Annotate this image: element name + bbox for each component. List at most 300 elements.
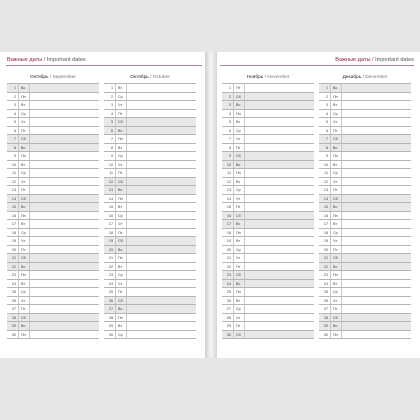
note-line[interactable]	[126, 297, 196, 305]
weekday-label: Сб	[233, 331, 244, 339]
weekday-label: Вт	[115, 84, 126, 92]
note-line[interactable]	[244, 127, 314, 135]
day-row	[222, 134, 314, 143]
day-number: 17	[108, 222, 113, 226]
note-line[interactable]	[341, 93, 411, 101]
weekday-label: Вс	[233, 161, 244, 169]
weekday-label: Сб	[233, 152, 244, 160]
weekday-label: Вт	[330, 280, 341, 288]
day-number: 12	[226, 179, 231, 184]
day-number: 26	[11, 298, 16, 303]
note-line[interactable]	[29, 186, 99, 194]
weekday-label: Вс	[18, 144, 29, 152]
note-line[interactable]	[341, 127, 411, 135]
note-line[interactable]	[244, 110, 314, 118]
note-line[interactable]	[29, 271, 99, 279]
weekday-label: Сб	[233, 271, 244, 279]
weekday-label: Сб	[115, 178, 126, 186]
note-line[interactable]	[341, 161, 411, 169]
note-line[interactable]	[29, 331, 99, 339]
day-row	[104, 279, 196, 288]
weekday-label: Пн	[18, 331, 29, 339]
weekday-label: Чт	[18, 237, 29, 245]
day-number: 29	[226, 324, 231, 328]
weekday-label: Вс	[233, 220, 244, 228]
month-name-ru: Декабрь	[342, 75, 362, 80]
day-row	[222, 168, 314, 177]
note-line[interactable]	[126, 101, 196, 109]
day-row	[104, 228, 196, 237]
note-line[interactable]	[341, 178, 411, 186]
note-line[interactable]	[341, 246, 411, 254]
book-gutter	[205, 52, 217, 358]
note-line[interactable]	[341, 152, 411, 160]
note-line[interactable]	[341, 135, 411, 143]
weekday-label: Вс	[115, 186, 126, 194]
day-number: 14	[226, 196, 231, 201]
month-name-en: / October	[148, 75, 170, 80]
note-line[interactable]	[341, 237, 411, 245]
day-row	[319, 330, 411, 339]
day-number: 14	[108, 196, 113, 201]
weekday-label: Вс	[18, 322, 29, 330]
day-number: 4	[325, 111, 328, 116]
day-number: 12	[108, 179, 113, 184]
weekday-label: Вс	[115, 246, 126, 254]
note-line[interactable]	[244, 246, 314, 254]
note-line[interactable]	[29, 101, 99, 109]
month-column-3	[222, 74, 314, 339]
day-row	[104, 117, 196, 126]
day-row	[104, 134, 196, 143]
day-number: 18	[226, 230, 231, 235]
day-row	[104, 151, 196, 160]
day-row	[7, 151, 99, 160]
note-line[interactable]	[341, 229, 411, 237]
weekday-label: Вс	[233, 101, 244, 109]
weekday-label: Чт	[330, 178, 341, 186]
day-number: 3	[325, 103, 328, 107]
day-number: 7	[228, 137, 231, 141]
note-line[interactable]	[126, 280, 196, 288]
note-line[interactable]	[29, 144, 99, 152]
note-line[interactable]	[244, 322, 314, 330]
day-number: 22	[11, 264, 16, 269]
day-number: 11	[227, 171, 231, 175]
weekday-label: Вт	[115, 144, 126, 152]
day-number: 23	[226, 273, 231, 277]
note-line[interactable]	[126, 263, 196, 271]
weekday-label: Сб	[330, 314, 341, 322]
day-number: 24	[323, 281, 328, 286]
day-row	[222, 245, 314, 254]
weekday-label: Ср	[18, 110, 29, 118]
day-row	[222, 304, 314, 313]
day-row	[319, 109, 411, 118]
day-number: 21	[323, 256, 328, 260]
day-number: 21	[11, 256, 16, 260]
note-line[interactable]	[244, 331, 314, 339]
day-number: 16	[226, 213, 231, 218]
day-row	[222, 202, 314, 211]
day-row	[104, 313, 196, 322]
day-number: 9	[110, 154, 113, 158]
day-row	[7, 194, 99, 203]
note-line[interactable]	[244, 118, 314, 126]
note-line[interactable]	[126, 186, 196, 194]
day-row	[104, 177, 196, 186]
note-line[interactable]	[244, 144, 314, 152]
note-line[interactable]	[244, 84, 314, 92]
note-line[interactable]	[126, 331, 196, 339]
note-line[interactable]	[244, 229, 314, 237]
note-line[interactable]	[126, 203, 196, 211]
note-line[interactable]	[244, 195, 314, 203]
note-line[interactable]	[126, 169, 196, 177]
note-line[interactable]	[29, 229, 99, 237]
note-line[interactable]	[29, 203, 99, 211]
day-row	[222, 185, 314, 194]
note-line[interactable]	[244, 237, 314, 245]
note-line[interactable]	[29, 220, 99, 228]
day-row	[7, 321, 99, 330]
note-line[interactable]	[126, 314, 196, 322]
weekday-label: Вт	[233, 118, 244, 126]
note-line[interactable]	[244, 297, 314, 305]
weekday-label: Чт	[233, 314, 244, 322]
weekday-label: Чт	[233, 195, 244, 203]
note-line[interactable]	[29, 280, 99, 288]
weekday-label: Ср	[18, 229, 29, 237]
note-line[interactable]	[126, 110, 196, 118]
note-line[interactable]	[29, 118, 99, 126]
note-line[interactable]	[244, 263, 314, 271]
day-number: 21	[226, 256, 231, 260]
note-line[interactable]	[244, 254, 314, 262]
month-name-en: / September	[48, 75, 77, 80]
note-line[interactable]	[341, 84, 411, 92]
month-header	[7, 74, 99, 83]
day-row	[104, 126, 196, 135]
note-line[interactable]	[244, 271, 314, 279]
note-line[interactable]	[126, 93, 196, 101]
note-line[interactable]	[244, 186, 314, 194]
day-row	[319, 304, 411, 313]
day-row	[104, 296, 196, 305]
weekday-label: Чт	[18, 118, 29, 126]
day-row	[319, 194, 411, 203]
note-line[interactable]	[29, 110, 99, 118]
note-line[interactable]	[29, 212, 99, 220]
note-line[interactable]	[341, 220, 411, 228]
day-row	[104, 304, 196, 313]
day-number: 18	[108, 230, 113, 235]
day-number: 22	[226, 264, 231, 269]
day-row	[7, 117, 99, 126]
day-number: 11	[12, 171, 16, 175]
note-line[interactable]	[244, 280, 314, 288]
day-number: 6	[13, 128, 16, 133]
day-number: 11	[109, 171, 113, 175]
weekday-label: Вс	[115, 127, 126, 135]
day-row	[104, 321, 196, 330]
day-row	[222, 313, 314, 322]
note-line[interactable]	[29, 135, 99, 143]
note-line[interactable]	[29, 152, 99, 160]
day-row	[7, 92, 99, 101]
day-number: 28	[323, 315, 328, 320]
note-line[interactable]	[341, 280, 411, 288]
day-number: 8	[228, 145, 231, 150]
note-line[interactable]	[244, 178, 314, 186]
note-line[interactable]	[126, 144, 196, 152]
weekday-label: Пн	[233, 169, 244, 177]
month-name-ru: Ноябрь	[246, 75, 264, 80]
note-line[interactable]	[341, 203, 411, 211]
note-line[interactable]	[126, 229, 196, 237]
note-line[interactable]	[29, 127, 99, 135]
weekday-label: Пн	[115, 135, 126, 143]
weekday-label: Вс	[330, 203, 341, 211]
day-row	[222, 211, 314, 220]
note-line[interactable]	[126, 322, 196, 330]
weekday-label: Вс	[330, 144, 341, 152]
day-number: 8	[325, 145, 328, 150]
note-line[interactable]	[126, 246, 196, 254]
day-number: 5	[13, 120, 16, 124]
note-line[interactable]	[29, 254, 99, 262]
weekday-label: Ср	[233, 186, 244, 194]
weekday-label: Вт	[233, 178, 244, 186]
note-line[interactable]	[29, 178, 99, 186]
note-line[interactable]	[341, 322, 411, 330]
note-line[interactable]	[244, 101, 314, 109]
note-line[interactable]	[341, 101, 411, 109]
day-row	[222, 219, 314, 228]
note-line[interactable]	[244, 93, 314, 101]
day-row	[104, 245, 196, 254]
month-header	[222, 74, 314, 83]
day-row	[319, 262, 411, 271]
note-line[interactable]	[244, 161, 314, 169]
day-number: 22	[323, 264, 328, 269]
day-row	[7, 100, 99, 109]
day-row	[7, 177, 99, 186]
day-row	[7, 287, 99, 296]
weekday-label: Пн	[330, 271, 341, 279]
day-number: 27	[108, 307, 113, 311]
day-number: 17	[323, 222, 328, 226]
note-line[interactable]	[126, 127, 196, 135]
day-number: 29	[11, 324, 16, 328]
day-number: 3	[110, 103, 113, 107]
day-number: 20	[108, 247, 113, 252]
note-line[interactable]	[341, 314, 411, 322]
note-line[interactable]	[126, 161, 196, 169]
weekday-label: Пн	[115, 314, 126, 322]
weekday-label: Ср	[330, 229, 341, 237]
note-line[interactable]	[244, 169, 314, 177]
note-line[interactable]	[244, 305, 314, 313]
day-number: 9	[228, 154, 231, 158]
note-line[interactable]	[126, 135, 196, 143]
weekday-label: Сб	[330, 195, 341, 203]
note-line[interactable]	[126, 305, 196, 313]
note-line[interactable]	[29, 297, 99, 305]
note-line[interactable]	[341, 271, 411, 279]
note-line[interactable]	[29, 322, 99, 330]
note-line[interactable]	[341, 331, 411, 339]
weekday-label: Пн	[18, 152, 29, 160]
note-line[interactable]	[126, 237, 196, 245]
note-line[interactable]	[126, 288, 196, 296]
note-line[interactable]	[244, 220, 314, 228]
day-row	[104, 211, 196, 220]
day-number: 5	[110, 120, 113, 124]
note-line[interactable]	[244, 135, 314, 143]
weekday-label: Ср	[18, 288, 29, 296]
weekday-label: Вт	[18, 280, 29, 288]
weekday-label: Сб	[233, 93, 244, 101]
note-line[interactable]	[29, 314, 99, 322]
weekday-label: Вт	[18, 220, 29, 228]
month-name-ru: Октябрь	[29, 75, 49, 80]
note-line[interactable]	[29, 161, 99, 169]
note-line[interactable]	[29, 169, 99, 177]
day-row	[104, 143, 196, 152]
day-row	[319, 100, 411, 109]
weekday-label: Пт	[18, 246, 29, 254]
day-row	[222, 270, 314, 279]
note-line[interactable]	[341, 118, 411, 126]
note-line[interactable]	[244, 152, 314, 160]
note-line[interactable]	[29, 84, 99, 92]
weekday-label: Пн	[233, 288, 244, 296]
day-number: 25	[226, 290, 231, 294]
note-line[interactable]	[126, 178, 196, 186]
day-number: 26	[323, 298, 328, 303]
note-line[interactable]	[341, 288, 411, 296]
day-row	[104, 194, 196, 203]
note-line[interactable]	[244, 288, 314, 296]
weekday-label: Пт	[330, 127, 341, 135]
day-row	[319, 185, 411, 194]
note-line[interactable]	[29, 288, 99, 296]
note-line[interactable]	[341, 254, 411, 262]
day-number: 14	[11, 196, 16, 201]
day-row	[104, 168, 196, 177]
weekday-label: Ср	[233, 127, 244, 135]
weekday-label: Пт	[233, 203, 244, 211]
note-line[interactable]	[244, 203, 314, 211]
day-number: 2	[325, 94, 328, 99]
day-number: 15	[11, 205, 16, 209]
day-row	[222, 253, 314, 262]
day-number: 8	[13, 145, 16, 150]
note-line[interactable]	[341, 297, 411, 305]
weekday-label: Ср	[115, 152, 126, 160]
note-line[interactable]	[244, 314, 314, 322]
weekday-label: Сб	[115, 297, 126, 305]
day-number: 29	[323, 324, 328, 328]
weekday-label: Чт	[115, 161, 126, 169]
day-row	[222, 236, 314, 245]
note-line[interactable]	[341, 305, 411, 313]
day-row	[319, 168, 411, 177]
day-row	[319, 219, 411, 228]
note-line[interactable]	[341, 263, 411, 271]
note-line[interactable]	[126, 271, 196, 279]
note-line[interactable]	[29, 195, 99, 203]
note-line[interactable]	[341, 144, 411, 152]
weekday-label: Пт	[233, 263, 244, 271]
note-line[interactable]	[126, 118, 196, 126]
day-row	[222, 321, 314, 330]
page-title-left	[7, 57, 86, 64]
day-number: 23	[108, 273, 113, 277]
day-row	[104, 83, 196, 92]
note-line[interactable]	[341, 169, 411, 177]
note-line[interactable]	[126, 220, 196, 228]
note-line[interactable]	[126, 84, 196, 92]
page-title-right	[335, 57, 414, 64]
note-line[interactable]	[244, 212, 314, 220]
note-line[interactable]	[341, 186, 411, 194]
day-row	[104, 219, 196, 228]
note-line[interactable]	[341, 212, 411, 220]
month-name-ru: Октябрь	[130, 75, 149, 80]
day-row	[319, 177, 411, 186]
note-line[interactable]	[29, 263, 99, 271]
weekday-label: Пт	[18, 127, 29, 135]
day-number: 19	[108, 239, 113, 243]
day-row	[7, 134, 99, 143]
note-line[interactable]	[29, 237, 99, 245]
day-row	[7, 185, 99, 194]
note-line[interactable]	[126, 254, 196, 262]
title-main: Важные даты	[335, 57, 371, 63]
day-number: 1	[110, 86, 113, 90]
day-number: 10	[11, 162, 16, 167]
note-line[interactable]	[29, 93, 99, 101]
note-line[interactable]	[29, 305, 99, 313]
note-line[interactable]	[126, 212, 196, 220]
weekday-label: Вс	[115, 305, 126, 313]
weekday-label: Сб	[233, 212, 244, 220]
day-row	[222, 296, 314, 305]
day-row	[7, 202, 99, 211]
day-list	[222, 83, 314, 339]
day-row	[319, 287, 411, 296]
day-row	[319, 83, 411, 92]
note-line[interactable]	[29, 246, 99, 254]
note-line[interactable]	[126, 195, 196, 203]
day-number: 19	[11, 239, 16, 243]
note-line[interactable]	[126, 152, 196, 160]
note-line[interactable]	[341, 110, 411, 118]
day-row	[222, 177, 314, 186]
day-number: 24	[108, 281, 113, 286]
weekday-label: Сб	[18, 195, 29, 203]
weekday-label: Вт	[115, 263, 126, 271]
day-row	[7, 126, 99, 135]
note-line[interactable]	[341, 195, 411, 203]
day-row	[7, 270, 99, 279]
month-column-2	[104, 74, 196, 339]
day-number: 27	[226, 307, 231, 311]
weekday-label: Пт	[233, 84, 244, 92]
day-number: 27	[323, 307, 328, 311]
